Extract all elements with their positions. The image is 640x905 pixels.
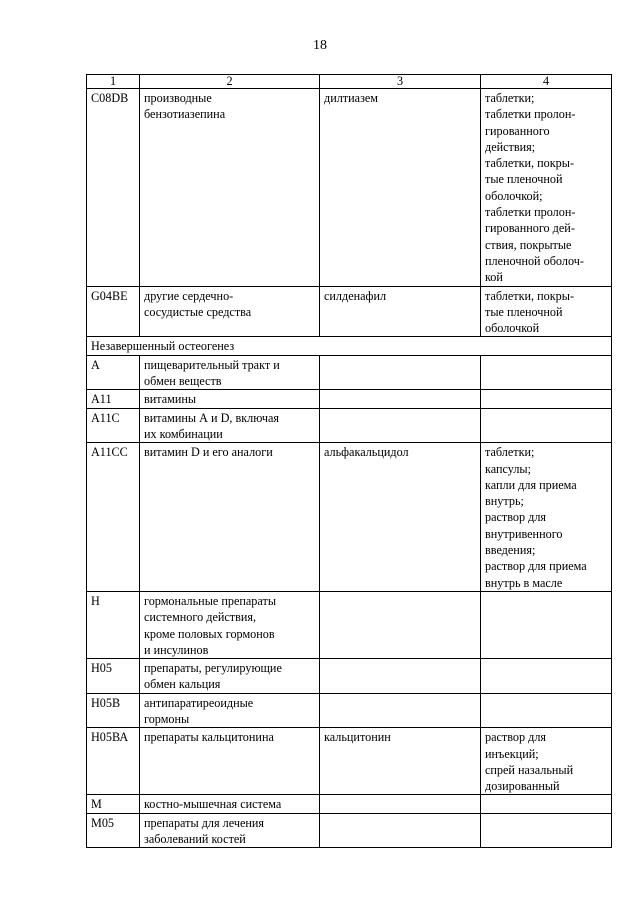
- cell-forms: [481, 693, 612, 728]
- medication-table: [86, 74, 612, 848]
- table-row: [87, 659, 612, 694]
- cell-substance: [320, 390, 481, 408]
- cell-substance: альфакальцидол: [320, 443, 481, 592]
- table-row: [87, 408, 612, 443]
- cell-substance: [320, 693, 481, 728]
- cell-forms: [481, 408, 612, 443]
- cell-code: Н05В: [87, 693, 140, 728]
- cell-substance: силденафил: [320, 286, 481, 337]
- column-header-forms: 4: [481, 75, 612, 89]
- column-header-substance: 3: [320, 75, 481, 89]
- cell-substance: [320, 355, 481, 390]
- cell-code: Н05: [87, 659, 140, 694]
- cell-forms: [481, 355, 612, 390]
- cell-code: А: [87, 355, 140, 390]
- cell-group: препараты кальцитонина: [140, 728, 320, 795]
- cell-code: Н05ВА: [87, 728, 140, 795]
- cell-substance: [320, 813, 481, 848]
- cell-forms: раствор для инъекций; спрей назальный дозированный: [481, 728, 612, 795]
- page-number: 18: [313, 38, 327, 53]
- cell-group: витамины: [140, 390, 320, 408]
- table-row: [87, 795, 612, 813]
- cell-forms: [481, 390, 612, 408]
- table-row: [87, 813, 612, 848]
- table-row: [87, 355, 612, 390]
- table-row: [87, 390, 612, 408]
- table-body: [87, 89, 612, 848]
- cell-code: C08DB: [87, 89, 140, 287]
- section-row: [87, 337, 612, 355]
- column-header-group: 2: [140, 75, 320, 89]
- cell-forms: таблетки; капсулы; капли для приема внутрь; раствор для внутривенного введения; раствор для приема внутрь в масле: [481, 443, 612, 592]
- cell-substance: дилтиазем: [320, 89, 481, 287]
- table-header-row: [87, 75, 612, 89]
- section-title: Незавершенный остеогенез: [87, 337, 612, 355]
- cell-code: М05: [87, 813, 140, 848]
- cell-forms: [481, 659, 612, 694]
- cell-group: витамины А и D, включая их комбинации: [140, 408, 320, 443]
- table-row: [87, 728, 612, 795]
- table-row: [87, 591, 612, 658]
- cell-code: А11: [87, 390, 140, 408]
- cell-code: А11С: [87, 408, 140, 443]
- cell-substance: [320, 591, 481, 658]
- cell-forms: [481, 795, 612, 813]
- table-row: [87, 693, 612, 728]
- cell-substance: [320, 408, 481, 443]
- cell-group: производные бензотиазепина: [140, 89, 320, 287]
- cell-group: препараты для лечения заболеваний костей: [140, 813, 320, 848]
- cell-substance: [320, 795, 481, 813]
- cell-code: М: [87, 795, 140, 813]
- cell-group: костно-мышечная система: [140, 795, 320, 813]
- cell-group: другие сердечно- сосудистые средства: [140, 286, 320, 337]
- cell-group: гормональные препараты системного действия, кроме половых гормонов и инсулинов: [140, 591, 320, 658]
- table-row: [87, 443, 612, 592]
- cell-substance: [320, 659, 481, 694]
- cell-forms: таблетки, покры- тые пленочной оболочкой: [481, 286, 612, 337]
- cell-substance: кальцитонин: [320, 728, 481, 795]
- cell-forms: [481, 591, 612, 658]
- cell-code: А11СС: [87, 443, 140, 592]
- table-row: [87, 286, 612, 337]
- table-row: [87, 89, 612, 287]
- cell-group: препараты, регулирующие обмен кальция: [140, 659, 320, 694]
- cell-code: G04BE: [87, 286, 140, 337]
- cell-group: витамин D и его аналоги: [140, 443, 320, 592]
- cell-forms: таблетки; таблетки пролон- гированного действия; таблетки, покры- тые пленочной оболочкой; таблетки пролон- гированного дей- ствия, покрытые пленочной оболоч- кой: [481, 89, 612, 287]
- cell-group: антипаратиреоидные гормоны: [140, 693, 320, 728]
- cell-group: пищеварительный тракт и обмен веществ: [140, 355, 320, 390]
- cell-code: Н: [87, 591, 140, 658]
- cell-forms: [481, 813, 612, 848]
- column-header-code: 1: [87, 75, 140, 89]
